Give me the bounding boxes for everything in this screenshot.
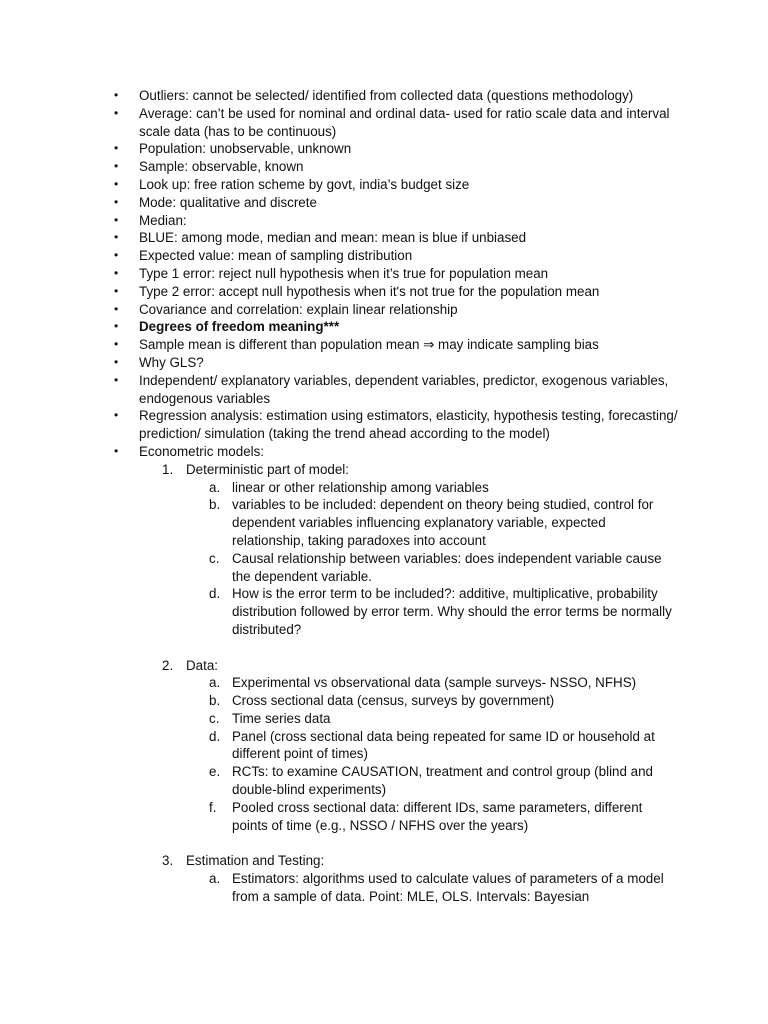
list-item xyxy=(0,194,768,212)
section-number: 1. xyxy=(162,461,174,477)
bullet-text: Sample: observable, known xyxy=(139,159,304,175)
sub-letter: b. xyxy=(209,693,221,709)
sub-item xyxy=(0,585,678,638)
list-item xyxy=(0,265,768,283)
sub-item xyxy=(0,763,678,799)
sub-text: Estimators: algorithms used to calculate values of parameters of a model from a sample of data. Point: MLE, OLS. Intervals: Bayesian xyxy=(232,871,664,904)
bullet-text: Regression analysis: estimation using estimators, elasticity, hypothesis testing, forecasting/ prediction/ simulation (taking the trend ahead according to the model) xyxy=(139,408,678,442)
sub-text: Cross sectional data (census, surveys by government) xyxy=(232,693,555,709)
bullet-text: Econometric models: xyxy=(139,443,265,459)
bullet-text: Type 1 error: reject null hypothesis when it’s true for population mean xyxy=(139,265,549,281)
sub-item xyxy=(0,479,678,497)
bullet-marker: • xyxy=(114,265,119,280)
bullet-marker: • xyxy=(114,88,119,102)
bullet-marker: • xyxy=(114,159,119,174)
bullet-marker: • xyxy=(114,337,119,352)
list-item xyxy=(0,318,768,336)
list-item xyxy=(0,443,768,906)
sub-item xyxy=(0,550,678,586)
sub-letter: a. xyxy=(209,675,221,691)
section-number: 2. xyxy=(162,657,174,673)
list-item xyxy=(0,87,768,105)
bullet-text: Covariance and correlation: explain linear relationship xyxy=(139,301,458,317)
sub-item xyxy=(0,674,678,692)
bullet-text: Outliers: cannot be selected/ identified from collected data (questions methodology) xyxy=(139,88,634,103)
bullet-marker: • xyxy=(114,408,119,423)
section-number: 3. xyxy=(162,853,174,869)
list-item xyxy=(0,105,768,141)
bullet-text: Type 2 error: accept null hypothesis when it's not true for the population mean xyxy=(139,283,600,299)
bullet-marker: • xyxy=(114,248,119,263)
sub-letter: e. xyxy=(209,764,221,780)
sub-text: Panel (cross sectional data being repeated for same ID or household at different point of times) xyxy=(232,728,655,762)
list-item xyxy=(0,336,768,354)
sub-text: linear or other relationship among variables xyxy=(232,479,489,495)
sub-text: Pooled cross sectional data: different IDs, same parameters, different points of time (e.g., NSSO / NFHS over the years) xyxy=(232,799,643,833)
sub-list xyxy=(186,870,678,906)
sub-letter: c. xyxy=(209,710,220,726)
list-item xyxy=(0,301,768,319)
bullet-marker: • xyxy=(114,354,119,369)
list-item xyxy=(0,158,768,176)
bullet-marker: • xyxy=(114,212,119,227)
sub-item xyxy=(0,728,678,764)
econometric-sections xyxy=(139,461,678,906)
sub-text: variables to be included: dependent on theory being studied, control for dependent variables influencing explanatory variable, expected relationship, taking paradoxes into account xyxy=(232,497,654,548)
list-item xyxy=(0,407,768,443)
sub-text: How is the error term to be included?: additive, multiplicative, probability distribution followed by error term. Why should the error terms be normally distributed? xyxy=(232,586,672,637)
bullet-text: Sample mean is different than population mean ⇒ may indicate sampling bias xyxy=(139,337,599,353)
sub-item xyxy=(0,692,678,710)
bullet-marker: • xyxy=(114,372,119,387)
bullet-marker: • xyxy=(114,141,119,156)
list-item xyxy=(0,354,768,372)
list-item xyxy=(0,372,768,408)
bullet-marker: • xyxy=(114,105,119,120)
bullet-marker: • xyxy=(114,283,119,298)
sub-item xyxy=(0,496,678,549)
list-item xyxy=(0,283,768,301)
bullet-text: Average: can’t be used for nominal and ordinal data- used for ratio scale data and interval scale data (has to be continuous) xyxy=(139,105,670,139)
sub-letter: d. xyxy=(209,728,221,744)
bullet-text: Population: unobservable, unknown xyxy=(139,141,352,157)
sub-text: Experimental vs observational data (sample surveys- NSSO, NFHS) xyxy=(232,675,637,691)
sub-letter: f. xyxy=(209,799,217,815)
bullet-text: Look up: free ration scheme by govt, india’s budget size xyxy=(139,176,470,192)
section-item xyxy=(0,852,678,905)
bullet-marker: • xyxy=(114,301,119,316)
sub-item xyxy=(0,799,678,835)
bullet-text: Why GLS? xyxy=(139,354,204,370)
bullet-text: Independent/ explanatory variables, dependent variables, predictor, exogenous variables, endogenous variables xyxy=(139,372,669,406)
sub-letter: c. xyxy=(209,550,220,566)
section-title: Deterministic part of model: xyxy=(186,461,349,477)
section-title: Estimation and Testing: xyxy=(186,853,325,869)
sub-letter: b. xyxy=(209,497,221,513)
sub-item xyxy=(0,870,678,906)
sub-letter: a. xyxy=(209,479,221,495)
list-item xyxy=(0,212,768,230)
bullet-text: Mode: qualitative and discrete xyxy=(139,194,317,210)
section-title: Data: xyxy=(186,657,219,673)
bullet-marker: • xyxy=(114,230,119,245)
sub-text: RCTs: to examine CAUSATION, treatment and control group (blind and double-blind experiments) xyxy=(232,764,653,798)
document-page xyxy=(0,87,768,906)
list-item xyxy=(0,176,768,194)
bullet-text: Median: xyxy=(139,212,187,228)
sub-list xyxy=(186,479,678,639)
sub-item xyxy=(0,710,678,728)
sub-letter: a. xyxy=(209,871,221,887)
sub-letter: d. xyxy=(209,586,221,602)
bullet-marker: • xyxy=(114,319,119,334)
notes-list xyxy=(0,87,768,906)
list-item xyxy=(0,229,768,247)
sub-list xyxy=(186,674,678,834)
bullet-marker: • xyxy=(114,443,119,458)
bullet-text-bold: Degrees of freedom meaning*** xyxy=(139,319,340,335)
bullet-text: Expected value: mean of sampling distribution xyxy=(139,248,413,264)
section-item xyxy=(0,461,678,639)
bullet-marker: • xyxy=(114,176,119,191)
section-item xyxy=(0,657,678,835)
list-item xyxy=(0,140,768,158)
bullet-text: BLUE: among mode, median and mean: mean is blue if unbiased xyxy=(139,230,527,246)
bullet-marker: • xyxy=(114,194,119,209)
sub-text: Time series data xyxy=(232,710,331,726)
list-item xyxy=(0,247,768,265)
sub-text: Causal relationship between variables: does independent variable cause the dependent variable. xyxy=(232,550,662,584)
